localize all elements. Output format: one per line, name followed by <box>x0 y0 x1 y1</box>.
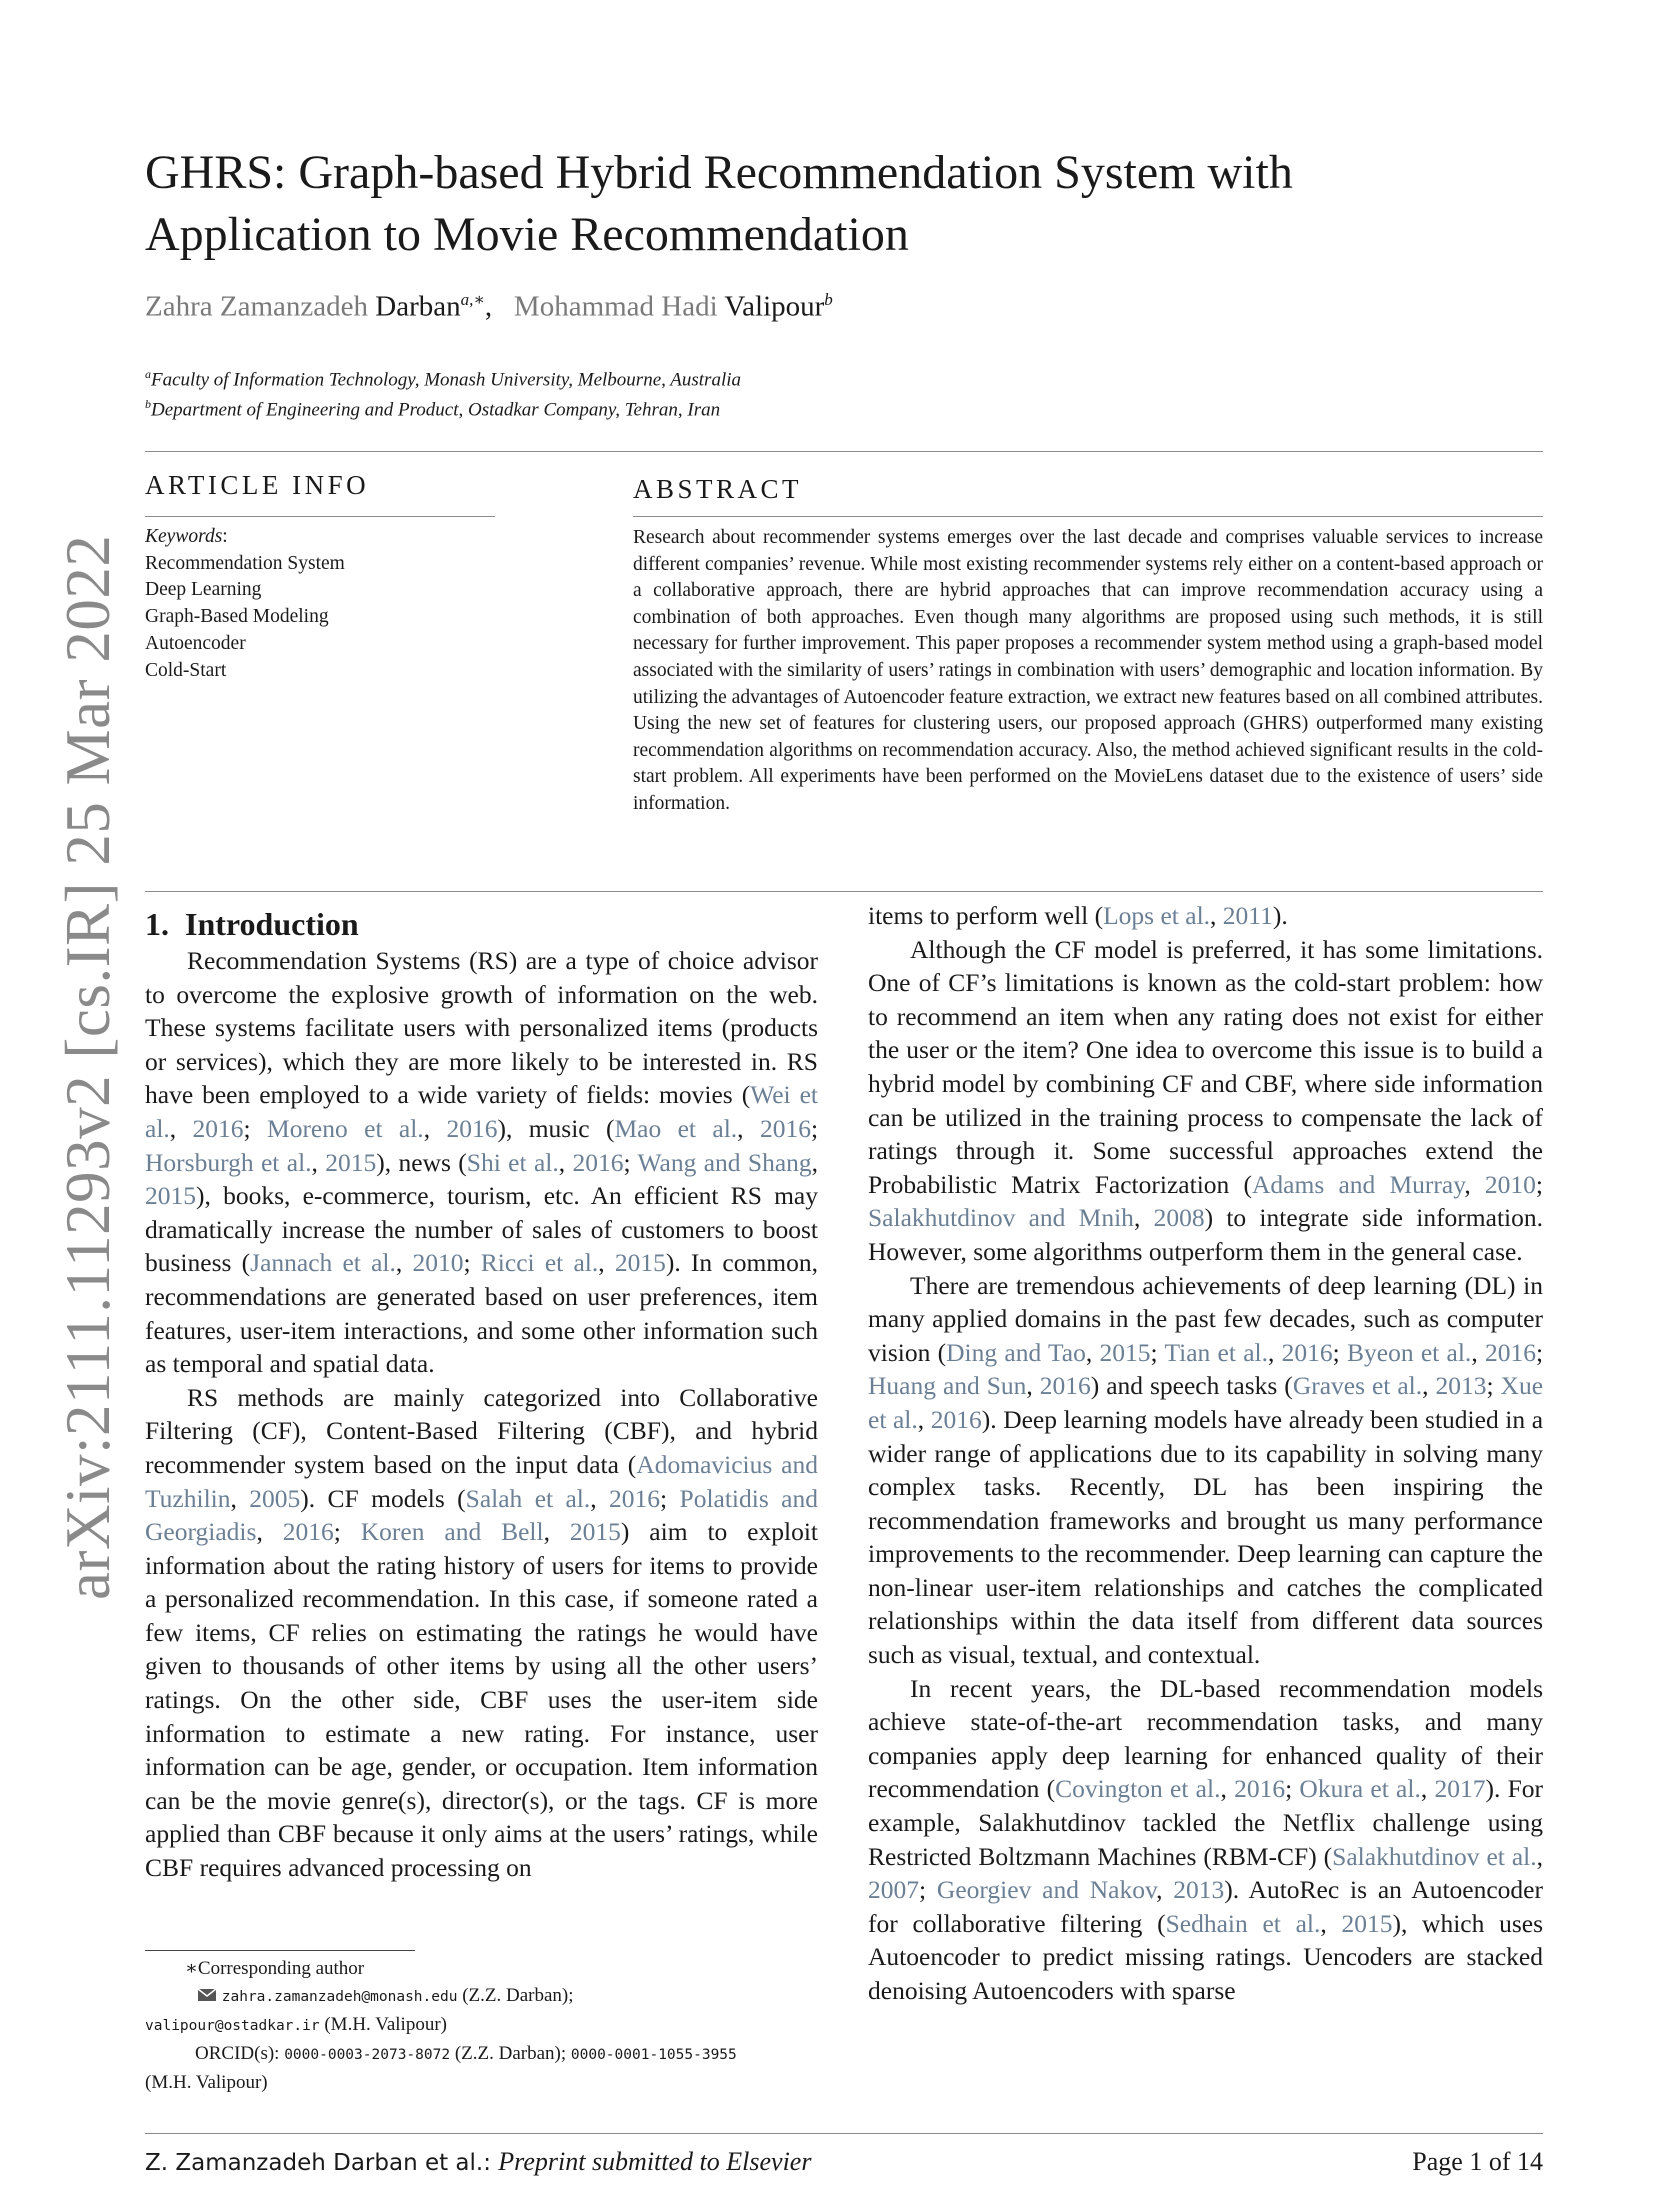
body-text: , <box>311 1147 326 1177</box>
body-text: ; <box>333 1517 361 1547</box>
body-text: , <box>590 1483 610 1513</box>
keyword-item: Recommendation System <box>145 552 345 574</box>
citation-link[interactable]: Wei et al. <box>145 1080 818 1143</box>
citation-link[interactable]: 2016 <box>930 1404 982 1434</box>
title-line-2: Application to Movie Recommendation <box>145 208 909 261</box>
author-2-mark: b <box>824 290 833 309</box>
keywords-block: Keywords: Recommendation System Deep Learning Graph-Based Modeling Autoencoder Cold-Start <box>145 524 345 684</box>
paragraph <box>868 899 1543 933</box>
abstract-bottom-divider <box>145 891 1543 892</box>
citation-link[interactable]: 2015 <box>145 1181 196 1211</box>
citation-link[interactable]: Byeon et al. <box>1347 1337 1472 1367</box>
email-valipour[interactable]: valipour@ostadkar.ir <box>145 2018 320 2034</box>
article-info-heading: ARTICLE INFO <box>145 470 370 500</box>
citation-link[interactable]: Salakhutdinov et al. <box>1332 1841 1537 1871</box>
body-text: ; <box>1285 1774 1300 1804</box>
abstract-body: Research about recommender systems emerges over the last decade and comprises valuable services to increase different companies’ revenue. While most existing recommender systems rely either on a content-based approach or a collaborative approach, there are hybrid approaches that can improve recommendation accuracy using a combination of both approaches. Even though many algorithms are proposed using such methods, it is still necessary for further improvement. This paper proposes a recommender system method using a graph-based model associated with the similarity of users’ ratings in combination with users’ demographic and location information. By utilizing the advantages of Autoencoder feature extraction, we extract new features based on all combined attributes. Using the new set of features for clustering users, our proposed approach (GHRS) outperformed many existing recommendation algorithms on recommendation accuracy. Also, the method achieved significant results in the cold-start problem. All experiments have been performed on the MovieLens dataset due to the existence of users’ side information. <box>633 527 1543 814</box>
keyword-item: Autoencoder <box>145 632 246 654</box>
citation-link[interactable]: Mao et al. <box>614 1113 738 1143</box>
citation-link[interactable]: Tian et al. <box>1164 1337 1268 1367</box>
citation-link[interactable]: Shi et al. <box>466 1147 559 1177</box>
body-text: , <box>256 1517 283 1547</box>
citation-link[interactable]: 2008 <box>1153 1203 1205 1233</box>
body-text: ). AutoRec is an Autoencoder for collaborative filtering ( <box>868 1875 1543 1938</box>
keyword-item: Graph-Based Modeling <box>145 606 329 628</box>
orcid-label: ORCID(s): <box>195 2043 285 2064</box>
body-text: There are tremendous achievements of deep learning (DL) in many applied domains in the past few decades, such as computer vision ( <box>868 1270 1543 1367</box>
citation-link[interactable]: 2010 <box>1484 1169 1536 1199</box>
affiliation-b-mark: b <box>145 397 151 411</box>
paragraph <box>145 1381 818 1885</box>
footnote-orcid-line <box>145 2040 835 2069</box>
body-text: ; <box>810 1113 819 1143</box>
body-text: , <box>1536 1841 1543 1871</box>
body-text: , <box>598 1248 615 1278</box>
body-text: ; <box>1486 1371 1501 1401</box>
body-text: , <box>1422 1371 1436 1401</box>
body-text: ; <box>919 1875 937 1905</box>
orcid-darban-owner: (Z.Z. Darban); <box>450 2043 571 2064</box>
body-text: ) aim to exploit information about the rating history of users for items to provide a personalized recommendation. In this case, if someone rated a few items, CF relies on estimating the ratings he would have given to thousands of other items by using all the other users’ ratings. On the other side, CBF uses the user-item side information to estimate a new rating. For instance, user information can be age, gender, or occupation. Item information can be the movie genre(s), director(s), or the tags. CF is more applied than CBF because it only aims at the users’ ratings, while CBF requires advanced processing on <box>145 1517 819 1883</box>
citation-link[interactable]: Lops et al. <box>1103 901 1211 930</box>
arxiv-identifier <box>52 534 123 1620</box>
footnote-orcid-line-2: (M.H. Valipour) <box>145 2072 268 2093</box>
header-divider <box>145 451 1543 452</box>
body-text: ). CF models ( <box>300 1483 466 1513</box>
footer-divider <box>145 2133 1543 2134</box>
email-zahra-owner: (Z.Z. Darban); <box>457 1985 574 2006</box>
body-text: In recent years, the DL-based recommendation models achieve state-of-the-art recommendation tasks, and many companies apply deep learning for enhanced quality of their recommendation ( <box>868 1673 1543 1804</box>
body-text: ), books, e-commerce, tourism, etc. An efficient RS may dramatically increase the number of sales of customers to boost business ( <box>145 1181 818 1278</box>
body-text: , <box>230 1483 250 1513</box>
footer-citation <box>145 2147 811 2177</box>
body-text: ). In common, recommendations are generated based on user preferences, item features, user-item interactions, and some other information such as temporal and spatial data. <box>145 1248 818 1379</box>
citation-link[interactable]: 2017 <box>1434 1774 1486 1804</box>
citation-link[interactable]: 2015 <box>325 1147 377 1177</box>
body-text: items to perform well ( <box>868 901 1104 930</box>
affiliation-a <box>145 367 741 391</box>
body-text: , <box>1133 1203 1154 1233</box>
citation-link[interactable]: Polatidis and Georgiadis <box>145 1483 818 1547</box>
citation-link[interactable]: Sedhain et al. <box>1165 1908 1321 1938</box>
citation-link[interactable]: Salakhutdinov and Mnih <box>868 1203 1134 1233</box>
body-text: , <box>1420 1774 1435 1804</box>
body-text: ). <box>1272 901 1288 930</box>
body-text: , <box>1471 1337 1485 1367</box>
body-text: Recommendation Systems (RS) are a type of choice advisor to overcome the explosive growth of information on the web. These systems facilitate users with personalized items (products or services), which they are more likely to be interested in. RS have been employed to a wide variety of fields: movies ( <box>145 946 818 1110</box>
author-1-family: Darban <box>375 290 461 323</box>
keyword-list <box>145 551 345 685</box>
citation-link[interactable]: 2016 <box>282 1517 334 1547</box>
body-text: , <box>543 1517 570 1547</box>
citation-link[interactable]: 2016 <box>1039 1371 1091 1401</box>
body-text: RS methods are mainly categorized into Collaborative Filtering (CF), Content-Based Filtering (CBF), and hybrid recommender system based on the input data ( <box>145 1382 818 1479</box>
section-title: Introduction <box>185 906 359 942</box>
paragraph <box>868 933 1543 1269</box>
citation-link[interactable]: 2016 <box>446 1113 498 1143</box>
citation-link[interactable]: 2013 <box>1173 1875 1225 1905</box>
citation-link[interactable]: Salah et al. <box>465 1483 591 1513</box>
author-1-given[interactable]: Zahra Zamanzadeh <box>145 290 368 323</box>
citation-link[interactable]: Xue et al. <box>868 1371 1544 1434</box>
body-text: ). Deep learning models have already been studied in a wider range of applications due to its capability in solving many complex tasks. Recently, DL has been inspiring the recommendation frameworks and brought us many performance improvements to the recommender. Deep learning can capture the non-linear user-item relationships and catches the complicated relationships within the data itself from different data sources such as visual, textual, and contextual. <box>868 1404 1544 1670</box>
body-text: , <box>395 1248 413 1278</box>
citation-link[interactable]: Graves et al. <box>1292 1371 1423 1401</box>
citation-link[interactable]: Jannach et al. <box>250 1248 396 1278</box>
paragraph <box>868 1672 1543 2008</box>
citation-link[interactable]: 2015 <box>614 1248 666 1278</box>
citation-link[interactable]: Adams and Murray <box>1252 1169 1465 1199</box>
citation-link[interactable]: Georgiev and Nakov <box>936 1875 1157 1905</box>
orcid-valipour[interactable]: 0000-0001-1055-3955 <box>570 2047 737 2063</box>
affiliation-b <box>145 397 720 421</box>
body-text: ; <box>463 1248 481 1278</box>
body-text: Although the CF model is preferred, it has some limitations. One of CF’s limitations is known as the cold-start problem: how to recommend an item when any rating does not exist for either the user or the item? One idea to overcome this issue is to build a hybrid model by combining CF and CBF, where side information can be utilized in the training process to compensate the lack of ratings through it. Some successful approaches extend the Probabilistic Matrix Factorization ( <box>868 934 1543 1199</box>
affiliation-b-text: Department of Engineering and Product, Ostadkar Company, Tehran, Iran <box>151 399 721 421</box>
section-number: 1. <box>145 906 169 942</box>
body-text: ), which uses Autoencoder to predict missing ratings. Uencoders are stacked denoising Autoencoders with sparse <box>868 1908 1543 2005</box>
paragraph <box>145 944 818 1381</box>
citation-link[interactable]: Covington et al. <box>1055 1774 1221 1804</box>
citation-link[interactable]: 2015 <box>569 1517 621 1547</box>
orcid-darban[interactable]: 0000-0003-2073-8072 <box>284 2047 451 2063</box>
citation-link[interactable]: 2015 <box>1341 1908 1393 1938</box>
citation-link[interactable]: Ding and Tao <box>946 1337 1086 1367</box>
footer-author: Z. Zamanzadeh Darban et al. <box>145 2150 484 2176</box>
citation-link[interactable]: 2016 <box>1484 1337 1536 1367</box>
citation-link[interactable]: 2016 <box>609 1483 661 1513</box>
author-2-given[interactable]: Mohammad Hadi <box>513 290 718 323</box>
body-text: ; <box>1535 1169 1543 1199</box>
body-text: ). For example, Salakhutdinov tackled the Netflix challenge using Restricted Boltzmann Machines (RBM-CF) ( <box>868 1774 1543 1871</box>
citation-link[interactable]: 2007 <box>868 1875 919 1905</box>
footnotes <box>145 1955 835 2096</box>
citation-link[interactable]: 2016 <box>759 1113 811 1143</box>
body-text: ; <box>243 1113 268 1143</box>
email-zahra[interactable]: zahra.zamanzadeh@monash.edu <box>221 1989 458 2005</box>
footnote-email-line <box>145 1982 835 2011</box>
affiliation-a-mark: a <box>145 367 151 381</box>
citation-link[interactable]: Ricci et al. <box>480 1248 599 1278</box>
footnote-email-line-2 <box>145 2011 835 2040</box>
citation-link[interactable]: 2016 <box>1281 1337 1333 1367</box>
body-text: , <box>1156 1875 1174 1905</box>
abstract-divider <box>633 516 1543 517</box>
body-text: , <box>811 1147 819 1177</box>
arxiv-identifier-text: arXiv:2111.11293v2 [cs.IR] 25 Mar 2022 <box>53 534 123 1600</box>
paper-title <box>145 142 1345 266</box>
body-text: ) and speech tasks ( <box>1090 1371 1293 1401</box>
page-number: Page 1 of 14 <box>1412 2147 1543 2176</box>
body-text: , <box>1220 1774 1235 1804</box>
citation-link[interactable]: Koren and Bell <box>360 1517 544 1547</box>
citation-link[interactable]: 2016 <box>192 1113 244 1143</box>
body-column-left <box>145 944 818 1885</box>
body-text: , <box>1026 1371 1040 1401</box>
keywords-label: Keywords <box>145 526 223 547</box>
keyword-item: Cold-Start <box>145 659 227 681</box>
title-line-1: GHRS: Graph-based Hybrid Recommendation System with <box>145 146 1293 199</box>
footnote-corresponding: ∗Corresponding author <box>185 1958 365 1979</box>
author-2-family: Valipour <box>724 290 825 323</box>
abstract-heading: ABSTRACT <box>633 474 803 504</box>
body-text: , <box>1210 901 1223 930</box>
body-column-right <box>868 899 1543 2008</box>
author-1-mark: a,∗ <box>460 290 485 309</box>
footer-venue: Preprint submitted to Elsevier <box>498 2147 812 2176</box>
footer-colon: : <box>483 2150 499 2176</box>
body-text: ) to integrate side information. However, some algorithms outperform them in the general case. <box>868 1203 1544 1266</box>
envelope-icon <box>197 1987 217 2003</box>
section-heading-introduction <box>145 906 359 943</box>
citation-link[interactable]: Moreno et al. <box>267 1113 424 1143</box>
body-text: ; <box>623 1147 638 1177</box>
email-valipour-owner: (M.H. Valipour) <box>319 2014 447 2035</box>
paragraph <box>868 1269 1543 1672</box>
body-text: , <box>1464 1169 1485 1199</box>
citation-link[interactable]: Wang and Shang <box>637 1147 812 1177</box>
keyword-item: Deep Learning <box>145 579 262 601</box>
citation-link[interactable]: Huang and Sun <box>868 1371 1027 1401</box>
citation-link[interactable]: 2016 <box>1234 1774 1286 1804</box>
citation-link[interactable]: Adomavicius and Tuzhilin <box>145 1449 818 1513</box>
citation-link[interactable]: 2016 <box>572 1147 624 1177</box>
body-text: , <box>423 1113 447 1143</box>
body-text: , <box>1268 1337 1282 1367</box>
body-text: , <box>1320 1908 1342 1938</box>
body-text: , <box>737 1113 760 1143</box>
body-text: ), news ( <box>376 1147 467 1177</box>
body-text: ), music ( <box>497 1113 615 1143</box>
body-text: ; <box>1150 1337 1165 1367</box>
citation-link[interactable]: 2010 <box>412 1248 464 1278</box>
article-info-divider <box>145 516 495 517</box>
citation-link[interactable]: 2011 <box>1222 901 1273 930</box>
body-text: ; <box>660 1483 680 1513</box>
citation-link[interactable]: 2013 <box>1435 1371 1487 1401</box>
body-text: , <box>558 1147 573 1177</box>
body-text: ; <box>1332 1337 1348 1367</box>
body-text: , <box>169 1113 193 1143</box>
body-text: , <box>1085 1337 1100 1367</box>
author-list: Zahra Zamanzadeh Darban$^{a,∗}$, Mohammad Hadi Valipour$^b$ <box>145 290 833 323</box>
affiliation-a-text: Faculty of Information Technology, Monash University, Melbourne, Australia <box>151 369 742 391</box>
citation-link[interactable]: Okura et al. <box>1299 1774 1421 1804</box>
body-text: , <box>917 1404 931 1434</box>
citation-link[interactable]: Horsburgh et al. <box>145 1147 312 1177</box>
citation-link[interactable]: 2015 <box>1099 1337 1151 1367</box>
footnote-divider <box>145 1950 415 1951</box>
body-text: ; <box>1535 1337 1544 1367</box>
citation-link[interactable]: 2005 <box>249 1483 301 1513</box>
